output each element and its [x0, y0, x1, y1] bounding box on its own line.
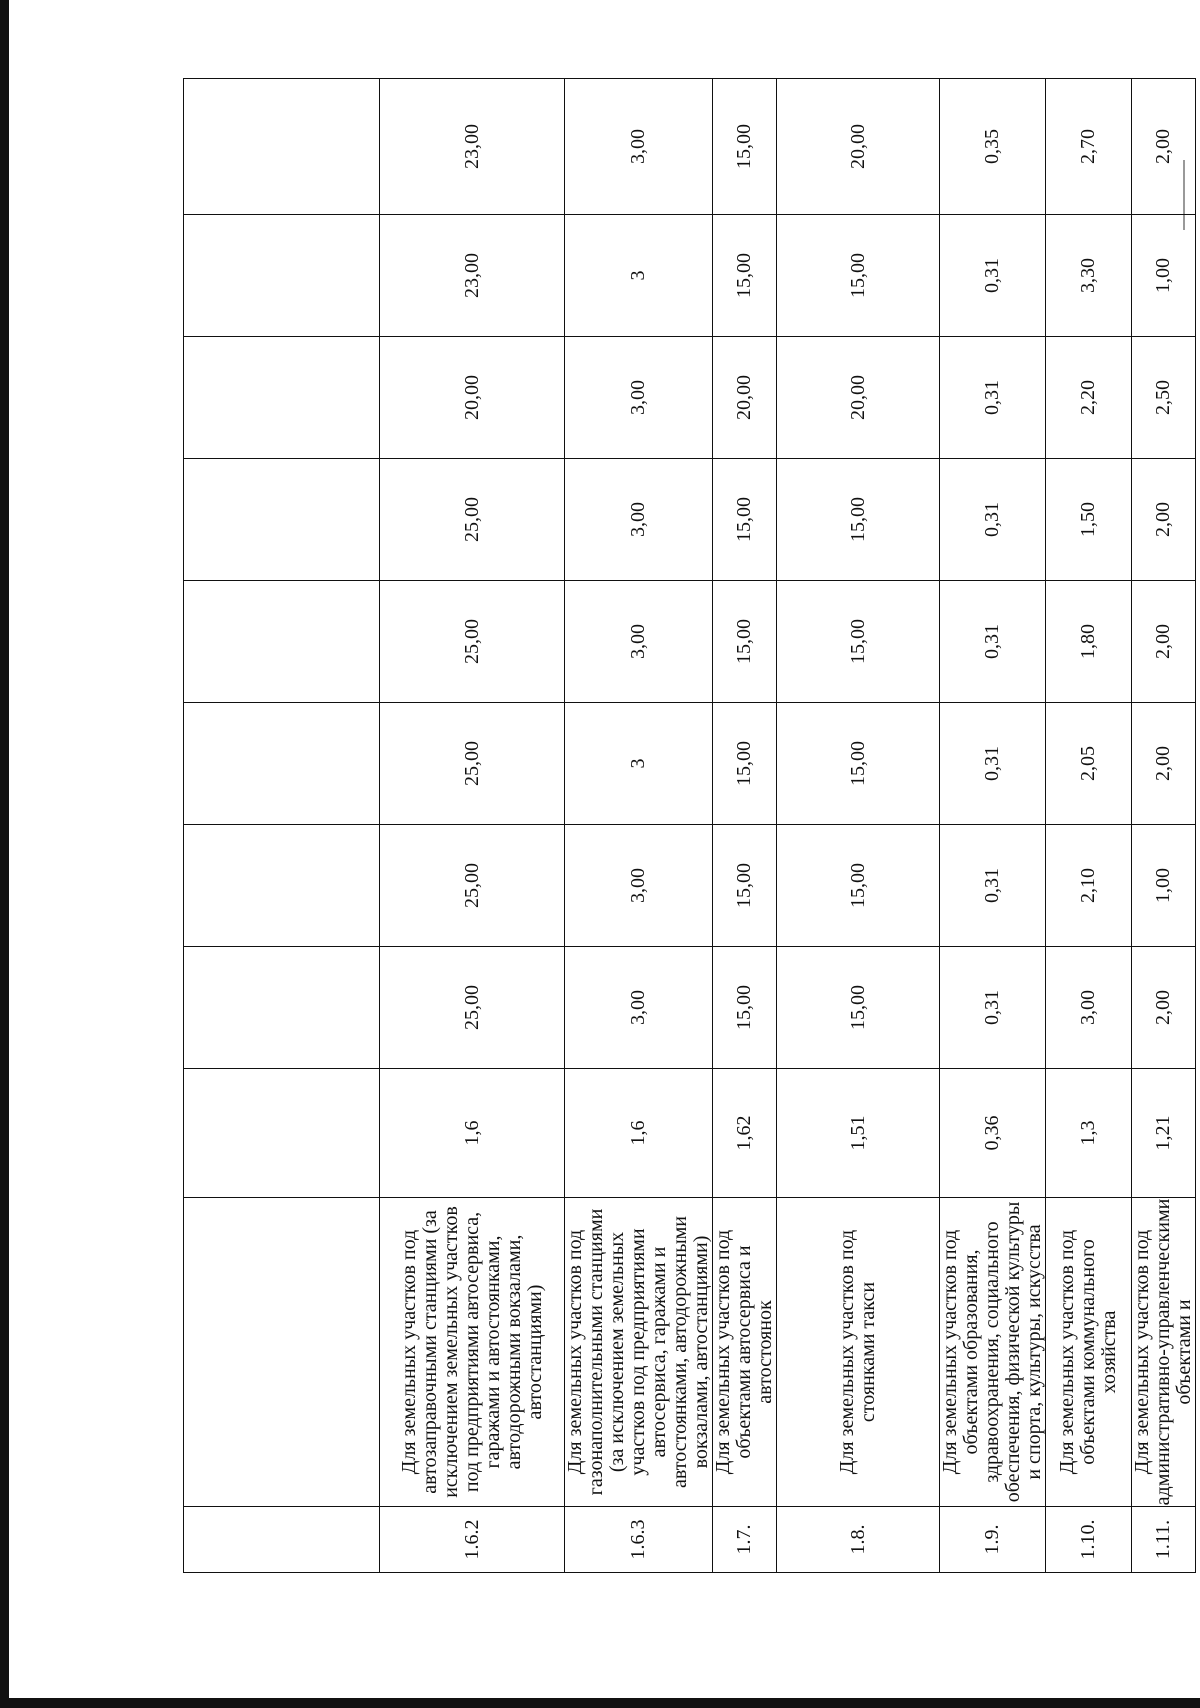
- row-value: 15,00: [777, 703, 940, 825]
- row-value: 3: [565, 215, 713, 337]
- row-code: 1.7.: [713, 1507, 777, 1573]
- row-value: 3,00: [565, 337, 713, 459]
- row-value: 3,00: [565, 581, 713, 703]
- row-value: 15,00: [777, 947, 940, 1069]
- row-value: 0,31: [940, 825, 1046, 947]
- row-value: 2,00: [1132, 459, 1196, 581]
- row-value: 2,00: [1132, 703, 1196, 825]
- table-row: [1132, 79, 1196, 1573]
- row-value: 15,00: [713, 215, 777, 337]
- row-value: 0,31: [940, 703, 1046, 825]
- row-code: 1.8.: [777, 1507, 940, 1573]
- row-coefficient: 1,6: [565, 1069, 713, 1198]
- row-coefficient: 1,51: [777, 1069, 940, 1198]
- table-row: [777, 79, 940, 1573]
- row-value: 1,00: [1132, 825, 1196, 947]
- blank-cell: [184, 1507, 380, 1573]
- blank-cell: [184, 581, 380, 703]
- row-value: 15,00: [713, 703, 777, 825]
- table-row: [713, 79, 777, 1573]
- row-value: 15,00: [713, 947, 777, 1069]
- row-value: 3,00: [565, 459, 713, 581]
- row-coefficient: 1,3: [1046, 1069, 1132, 1198]
- row-value: 25,00: [380, 947, 565, 1069]
- row-value: 0,31: [940, 337, 1046, 459]
- row-value: 15,00: [713, 581, 777, 703]
- row-code: 1.9.: [940, 1507, 1046, 1573]
- row-code: 1.6.2: [380, 1507, 565, 1573]
- row-value: 20,00: [380, 337, 565, 459]
- row-description: Для земельных участков под газонаполнительными станциями (за исключением земельных участков под предприятиями автосервиса, гаражами и автостоянками, автодорожными вокзалами, автостанциями): [565, 1198, 713, 1507]
- row-description: Для земельных участков под объектами автосервиса и автостоянок: [713, 1198, 777, 1507]
- row-value: 1,80: [1046, 581, 1132, 703]
- rotated-page: [183, 79, 1195, 1573]
- row-value: 0,31: [940, 215, 1046, 337]
- row-coefficient: 1,6: [380, 1069, 565, 1198]
- row-code: 1.6.3: [565, 1507, 713, 1573]
- row-coefficient: 0,36: [940, 1069, 1046, 1198]
- row-value: 23,00: [380, 79, 565, 215]
- blank-cell: [184, 337, 380, 459]
- row-value: 0,31: [940, 947, 1046, 1069]
- row-value: 2,00: [1132, 581, 1196, 703]
- row-description: Для земельных участков под автозаправочными станциями (за исключением земельных участков под предприятиями автосервиса, гаражами и автостоянками, автодорожными вокзалами, автостанциями): [380, 1198, 565, 1507]
- table-row: [380, 79, 565, 1573]
- row-value: 15,00: [777, 581, 940, 703]
- blank-cell: [184, 825, 380, 947]
- table-body: [184, 79, 1196, 1573]
- blank-cell: [184, 459, 380, 581]
- blank-cell: [184, 1198, 380, 1507]
- row-value: 2,00: [1132, 79, 1196, 215]
- row-value: 2,50: [1132, 337, 1196, 459]
- row-value: 3,00: [1046, 947, 1132, 1069]
- row-value: 0,31: [940, 459, 1046, 581]
- row-description: Для земельных участков под стоянками такси: [777, 1198, 940, 1507]
- row-value: 25,00: [380, 581, 565, 703]
- row-value: 2,70: [1046, 79, 1132, 215]
- row-value: 15,00: [713, 79, 777, 215]
- row-value: 20,00: [713, 337, 777, 459]
- row-code: 1.10.: [1046, 1507, 1132, 1573]
- row-value: 3,00: [565, 79, 713, 215]
- table-row-top: [184, 79, 380, 1573]
- scan-edge-bottom: [0, 1698, 1200, 1708]
- row-code: 1.11.: [1132, 1507, 1196, 1573]
- row-value: 2,05: [1046, 703, 1132, 825]
- blank-cell: [184, 1069, 380, 1198]
- row-description: Для земельных участков под объектами образования, здравоохранения, социального обеспечения, физической культуры и спорта, культуры, искусства: [940, 1198, 1046, 1507]
- tariff-table: [183, 78, 1196, 1573]
- table-row: [940, 79, 1046, 1573]
- row-value: 0,31: [940, 581, 1046, 703]
- scan-edge-left: [0, 0, 9, 1708]
- row-value: 23,00: [380, 215, 565, 337]
- blank-cell: [184, 215, 380, 337]
- row-value: 25,00: [380, 703, 565, 825]
- row-value: 20,00: [777, 79, 940, 215]
- row-value: 25,00: [380, 825, 565, 947]
- row-value: 15,00: [713, 459, 777, 581]
- blank-cell: [184, 79, 380, 215]
- row-value: 15,00: [777, 215, 940, 337]
- row-value: 15,00: [777, 459, 940, 581]
- row-value: 3,00: [565, 825, 713, 947]
- row-value: 2,20: [1046, 337, 1132, 459]
- row-coefficient: 1,21: [1132, 1069, 1196, 1198]
- row-value: 0,35: [940, 79, 1046, 215]
- row-value: 25,00: [380, 459, 565, 581]
- row-value: 3,30: [1046, 215, 1132, 337]
- table-row: [565, 79, 713, 1573]
- row-value: 1,00: [1132, 215, 1196, 337]
- row-description: Для земельных участков под объектами коммунального хозяйства: [1046, 1198, 1132, 1507]
- blank-cell: [184, 947, 380, 1069]
- row-value: 2,00: [1132, 947, 1196, 1069]
- row-value: 1,50: [1046, 459, 1132, 581]
- row-value: 15,00: [777, 825, 940, 947]
- blank-cell: [184, 703, 380, 825]
- row-value: 20,00: [777, 337, 940, 459]
- row-value: 3: [565, 703, 713, 825]
- row-value: 2,10: [1046, 825, 1132, 947]
- row-coefficient: 1,62: [713, 1069, 777, 1198]
- table-row: [1046, 79, 1132, 1573]
- row-description: Для земельных участков под административно-управленческими объектами и: [1131, 1198, 1195, 1506]
- row-value: 15,00: [713, 825, 777, 947]
- row-value: 3,00: [565, 947, 713, 1069]
